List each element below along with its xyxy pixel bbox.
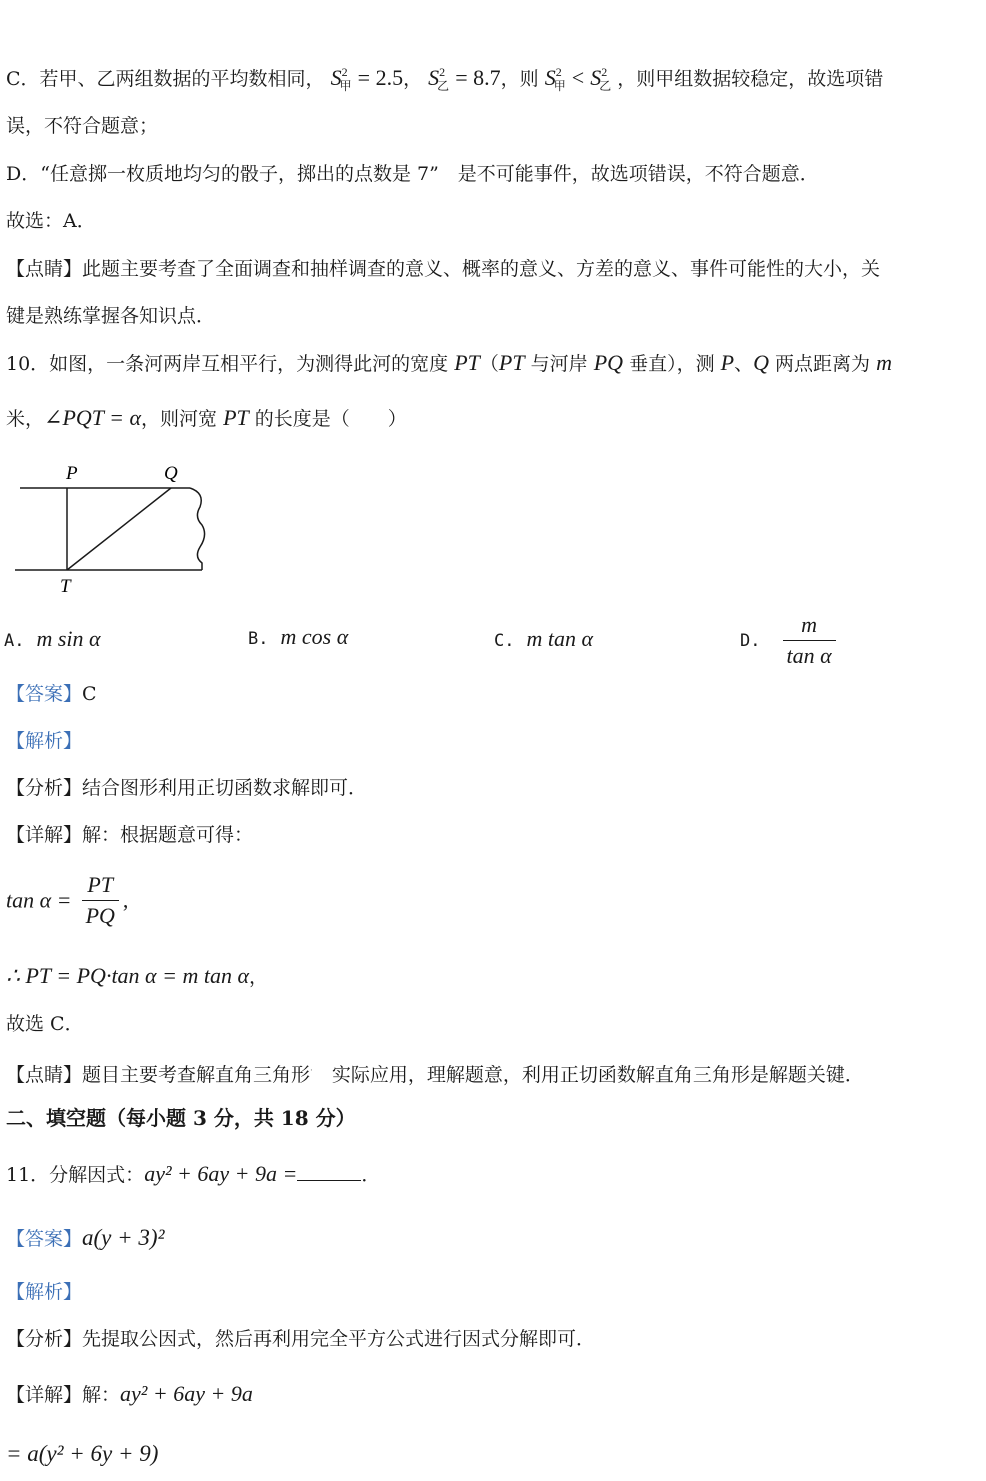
q10-fenxi: 【分析】结合图形利用正切函数求解即可． [6,777,368,799]
q9-option-c-line: C．若甲、乙两组数据的平均数相同， $S^2_甲 = 2.5$， $S^2_乙 = 8.7$，则 $S^2_甲 < S^2_乙$ ，则甲组数据较稳定，故选项错 [6,65,884,93]
q10-equation-2: ∴ PT = PQ·tan α = m tan α， [6,963,269,988]
q9-answer: 故选：A． [6,210,96,232]
label-q: Q [164,463,178,484]
q11-fenxi: 【分析】先提取公因式，然后再利用完全平方公式进行因式分解即可． [6,1328,596,1350]
q11-step2: = a(y² + 6y + 9) [6,1441,159,1466]
option-d-fraction: $\frac{m}{\text{tan α}}$ [783,612,836,669]
q11-answer: 【答案】a(y + 3)² [6,1225,165,1250]
q10-option-a: A. m sin α [4,626,101,651]
q10-stem-line1: 10．如图，一条河两岸互相平行，为测得此河的宽度 PT（PT 与河岸 PQ 垂直），测 P、Q 两点距离为 m [6,350,892,375]
q9-option-d: D．“任意掷一枚质地均匀的骰子，掷出的点数是 7” 是不可能事件，故选项错误，不符合题意． [6,163,819,185]
q9-option-c-cont: 误，不符合题意； [6,115,159,137]
answer-blank [297,1162,361,1181]
river-figure [0,455,230,605]
q11-stem: 11．分解因式：ay² + 6ay + 9a = ． [6,1161,381,1186]
river-wavy-edge [190,488,205,570]
analysis-tag: 【解析】 [6,730,83,752]
q9-comment-cont: 键是熟练掌握各知识点． [6,305,216,327]
q10-option-d: D. $\frac{m}{\text{tan α}}$ [740,612,840,669]
q9-comment: 【点睛】此题主要考查了全面调查和抽样调查的意义、概率的意义、方差的意义、事件可能性的大小，关 [6,258,881,280]
label-t: T [60,576,71,597]
q10-xiangjie: 【详解】解：根据题意可得： [6,824,254,846]
label-p: P [66,463,78,484]
q10-option-b: B. m cos α [248,624,349,649]
section-2-heading: 二、填空题（每小题 3 分，共 18 分） [6,1106,356,1130]
q11-xiangjie: 【详解】解：ay² + 6ay + 9a [6,1381,253,1406]
q10-stem-line2: 米，∠PQT = α，则河宽 PT 的长度是（ ） [6,405,407,430]
q10-option-c: C. m tan α [494,626,594,651]
q10-equation-1: tan α = $\frac{PT}{PQ}$ , [6,872,129,928]
q10-analysis [6,727,82,755]
q10-answer: 【答案】C [6,683,97,705]
comment-tag: 【点睛】 [6,258,83,280]
answer-tag: 【答案】 [6,683,83,705]
q10-comment: 【点睛】题目主要考查解直角三角形· 实际应用，理解题意，利用正切函数解直角三角形是解题关键． [6,1064,864,1086]
segment-qt [67,488,171,570]
q11-analysis: 【解析】 [6,1281,83,1303]
q10-choose: 故选 C． [6,1013,84,1035]
eq1-fraction: $\frac{PT}{PQ}$ [82,872,119,929]
